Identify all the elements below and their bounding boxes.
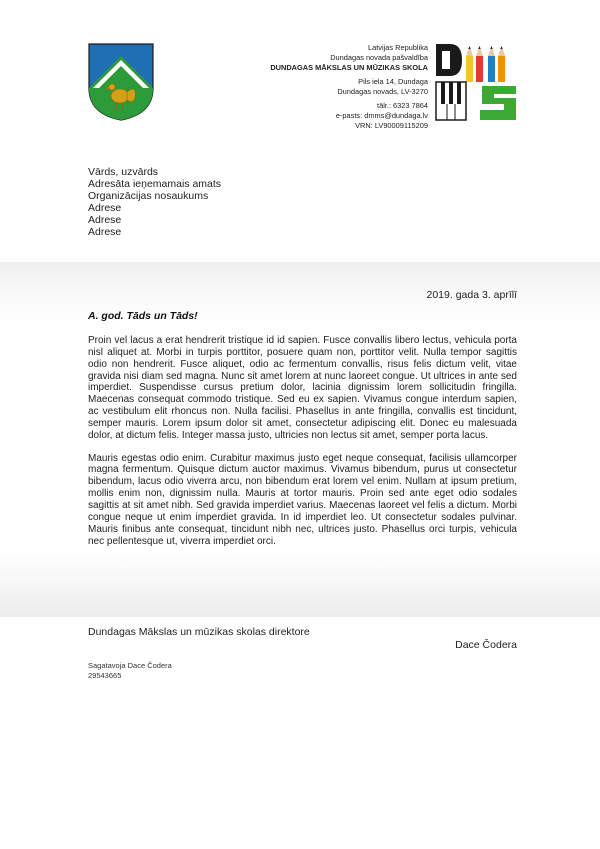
org-email: e-pasts: dmms@dundaga.lv bbox=[335, 111, 428, 120]
prepared-by-phone: 29543665 bbox=[88, 671, 122, 680]
recipient-position: Adresāta ieņemamais amats bbox=[88, 178, 222, 191]
recipient-address-line: Adrese bbox=[88, 202, 122, 215]
body-paragraph: Proin vel lacus a erat hendrerit tristique id id sapien. Fusce convallis libero lectus, vehicula porta nisl aliquet at. Morbi in turpis porttitor, posuere quam non, porttitor velit. Nulla tempor sagittis odio non hendrerit. Fusce aliquet, odio ac fermentum convallis, risus felis dictum velit, vitae gravida nisi diam sed magna. Nunc sit amet lorem at nunc laoreet congue. Ut ultrices in ante sed imperdiet. Suspendisse cursus pretium dolor, lacinia dignissim lorem sollicitudin fringilla. Maecenas consequat commodo tristique. Sed eu ex sapien. Vivamus congue interdum sapien, ac vestibulum elit rhoncus non. Nulla facilisi. Phasellus in ante fringilla, convallis est tincidunt, semper mauris. Lorem ipsum dolor sit amet, consectetur adipiscing elit. Donec eu malesuada dolor, at dictum felis. Integer massa justo, ultricies non lectus sit amet, semper porta lacus. bbox=[88, 335, 517, 441]
organization-details bbox=[270, 43, 428, 131]
org-registration: VRN: LV90009115209 bbox=[355, 121, 428, 130]
letter-body bbox=[88, 335, 517, 558]
org-municipality: Dundagas novada pašvaldība bbox=[330, 53, 428, 62]
org-street: Pils iela 14, Dundaga bbox=[358, 77, 428, 86]
body-paragraph: Mauris egestas odio enim. Curabitur maximus justo eget neque consequat, facilisis ullamcorper magna fermentum. Quisque dictum auctor maximus. Vivamus bibendum, purus ut consectetur bibendum, lacus odio viverra arcu, non bibendum erat lorem vel enim. Nullam at ipsum pretium, mollis enim non, dignissim nulla. Mauris at tortor mauris. Proin sed ante eget odio sodales sagittis at sit amet nibh. Sed gravida imperdiet varius. Maecenas laoreet vel felis a dictum. Morbi congue neque ut enim imperdiet gravida. In id imperdiet leo. Ut consectetur sodales pulvinar. Mauris finibus ante consequat, tincidunt nibh nec, ultrices justo. Phasellus orci turpis, vehicula nec pellentesque ut, viverra imperdiet orci. bbox=[88, 452, 517, 547]
recipient-organization: Organizācijas nosaukums bbox=[88, 190, 209, 203]
recipient-address-line: Adrese bbox=[88, 226, 122, 239]
signoff-title: Dundagas Mākslas un mūzikas skolas direktore bbox=[88, 626, 310, 638]
prepared-by: Sagatavoja Dace Čodera bbox=[88, 661, 172, 670]
salutation: A. god. Tāds un Tāds! bbox=[88, 310, 198, 322]
letter-date: 2019. gada 3. aprīlī bbox=[426, 289, 517, 301]
org-phone: tālr.: 6323 7864 bbox=[377, 101, 428, 110]
signatory-name: Dace Čodera bbox=[455, 639, 517, 651]
org-region: Dundagas novads, LV-3270 bbox=[337, 87, 428, 96]
recipient-address-line: Adrese bbox=[88, 214, 122, 227]
dmms-logo-icon bbox=[434, 42, 518, 122]
prepared-by-block bbox=[88, 661, 172, 681]
org-school-name: DUNDAGAS MĀKSLAS UN MŪZIKAS SKOLA bbox=[270, 63, 428, 72]
coat-of-arms-icon bbox=[87, 42, 155, 122]
recipient-address bbox=[88, 166, 221, 239]
org-country: Latvijas Republika bbox=[368, 43, 428, 52]
recipient-name: Vārds, uzvārds bbox=[88, 166, 159, 178]
